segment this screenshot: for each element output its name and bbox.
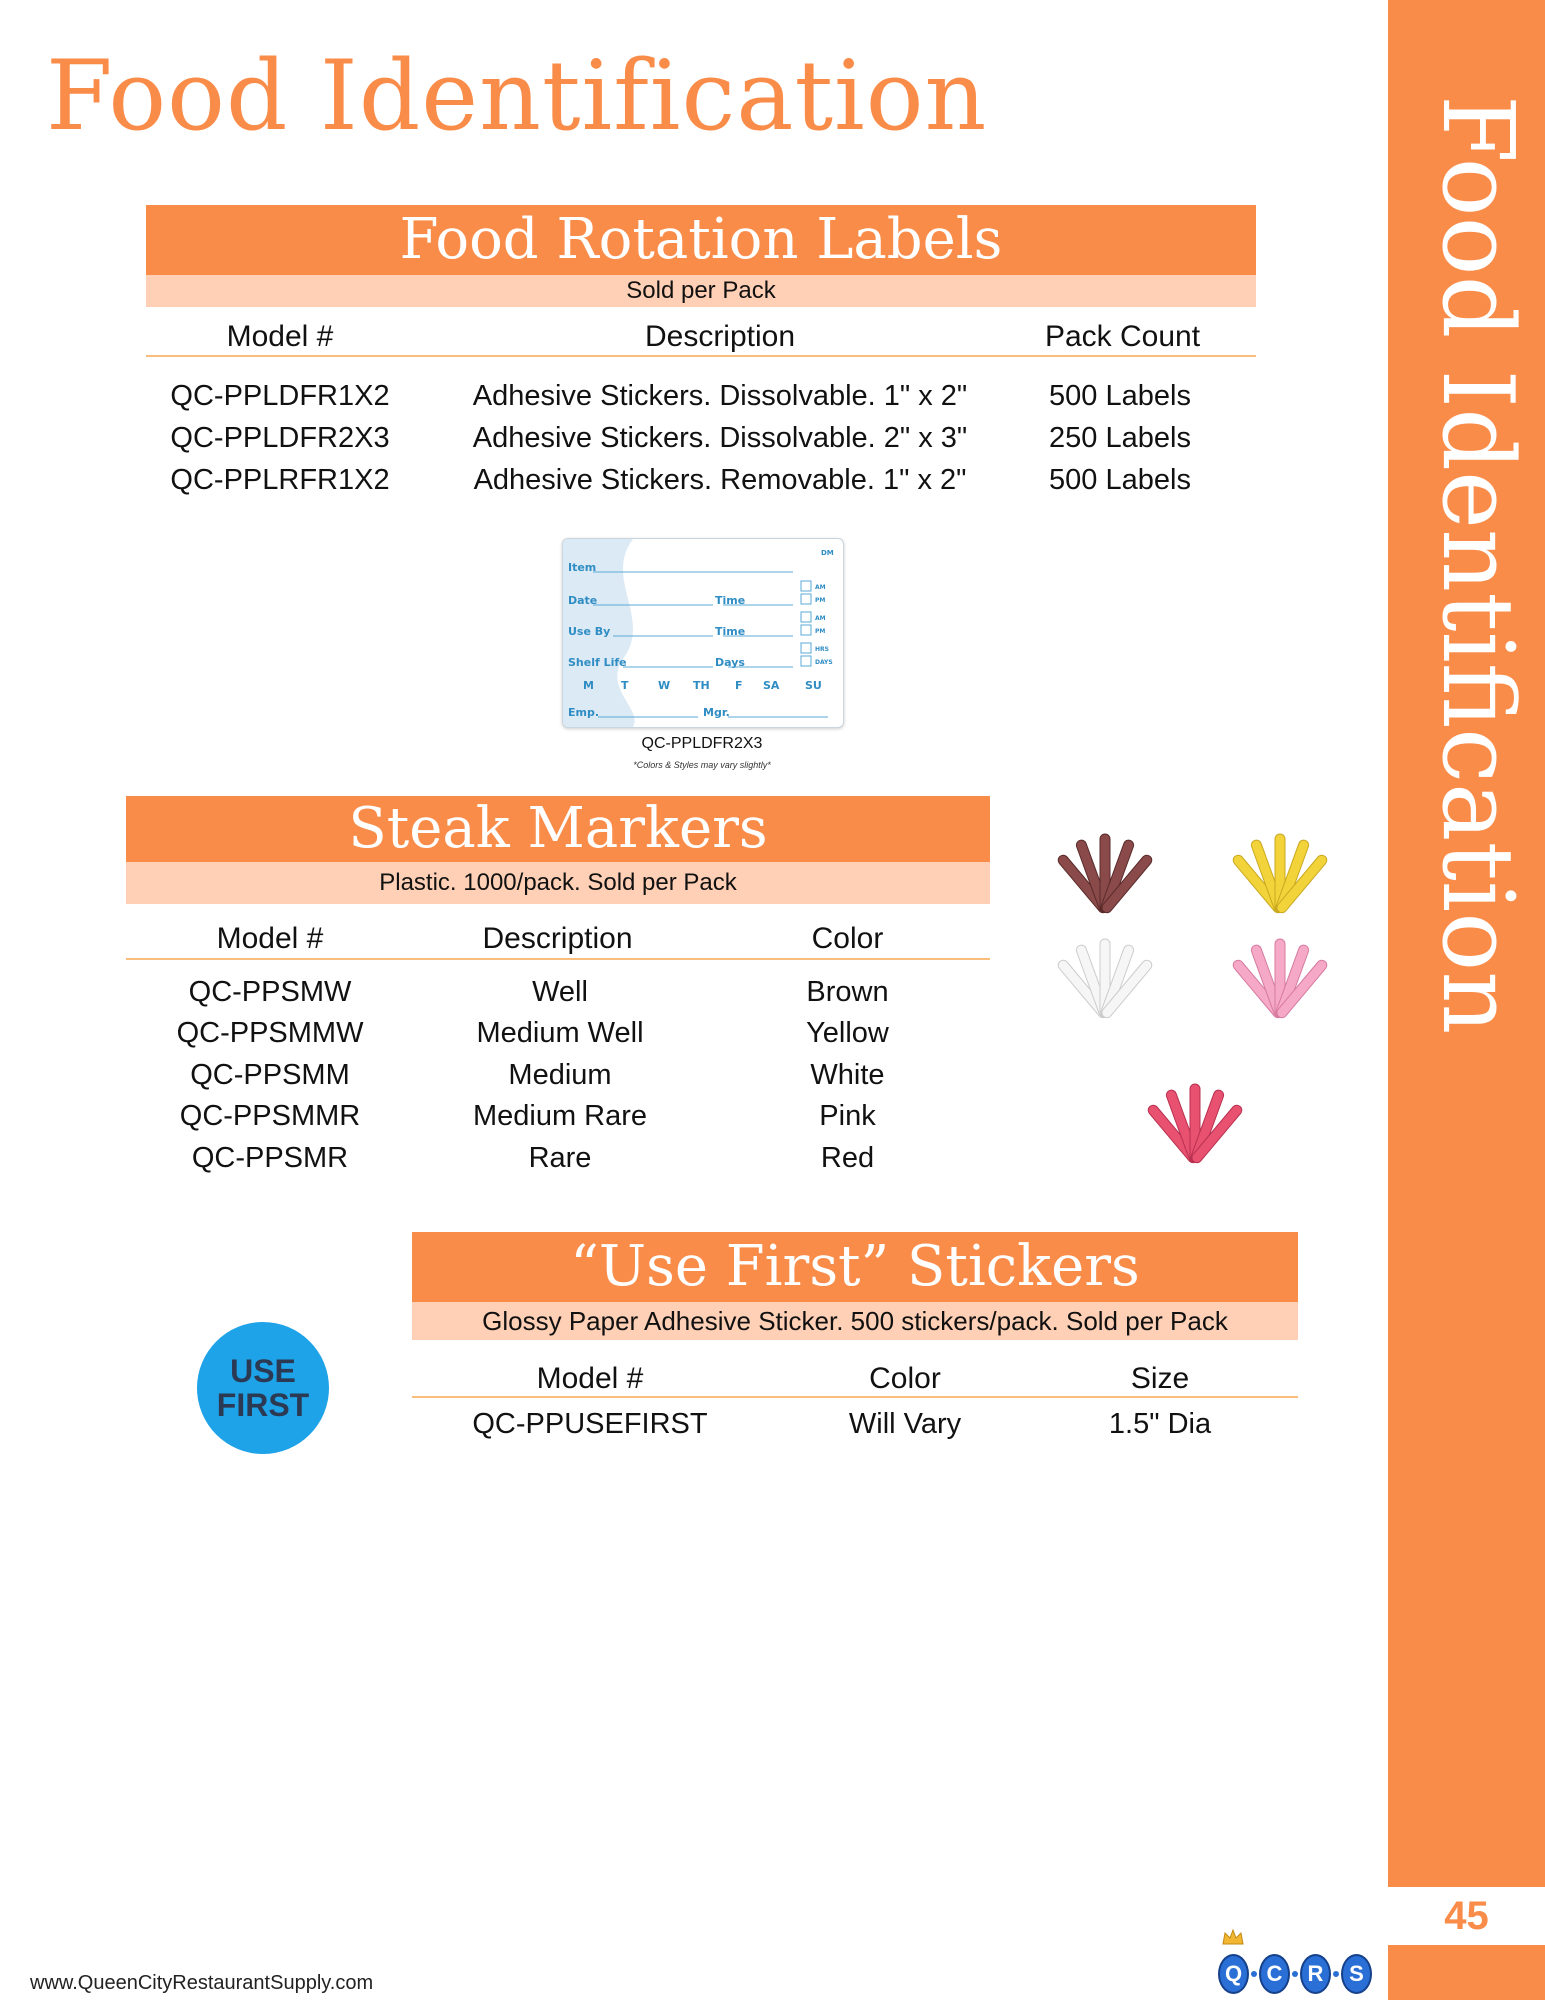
logo-letter: R bbox=[1300, 1954, 1331, 1994]
label-useby-text: Use By bbox=[568, 625, 611, 638]
side-title-text: Food Identification bbox=[1420, 95, 1534, 1035]
label-weekday: SA bbox=[763, 679, 780, 692]
logo-letter: S bbox=[1341, 1954, 1372, 1994]
label-emp-text: Emp. bbox=[568, 706, 600, 719]
steak-marker-pink bbox=[1231, 939, 1329, 1020]
label-date-text: Date bbox=[568, 594, 598, 607]
table-cell: QC-PPLRFR1X2 bbox=[170, 464, 390, 496]
steak-header-rule bbox=[126, 958, 990, 960]
label-pm-text: PM bbox=[815, 597, 826, 604]
rotation-header-description: Description bbox=[644, 320, 796, 353]
table-cell: Medium Rare bbox=[472, 1100, 648, 1132]
rotation-label-image bbox=[562, 538, 844, 728]
table-cell: 500 Labels bbox=[1049, 464, 1191, 496]
table-cell: QC-PPSMMW bbox=[176, 1017, 364, 1049]
table-cell: 1.5" Dia bbox=[1108, 1408, 1212, 1440]
table-cell: Yellow bbox=[806, 1017, 889, 1049]
label-shelflife-text: Shelf Life bbox=[568, 656, 627, 669]
table-cell: Brown bbox=[806, 976, 889, 1008]
steak-header-model: Model # bbox=[216, 922, 324, 955]
steak-markers-image bbox=[1030, 810, 1370, 1180]
logo-letter: C bbox=[1259, 1954, 1290, 1994]
usefirst-header-rule bbox=[412, 1396, 1298, 1398]
steak-header-description: Description bbox=[482, 922, 633, 955]
label-days-text: Days bbox=[715, 656, 745, 669]
usefirst-header-color: Color bbox=[869, 1362, 941, 1395]
bottom-bar bbox=[1388, 1945, 1545, 2000]
table-cell: Adhesive Stickers. Removable. 1" x 2" bbox=[473, 464, 967, 496]
steak-subtitle: Plastic. 1000/pack. Sold per Pack bbox=[126, 862, 990, 904]
label-weekday: TH bbox=[693, 679, 710, 692]
use-first-sticker-image bbox=[197, 1322, 329, 1454]
logo-dot bbox=[1251, 1971, 1257, 1977]
steak-marker-red bbox=[1146, 1084, 1244, 1165]
website-url[interactable]: www.QueenCityRestaurantSupply.com bbox=[30, 1972, 374, 1994]
steak-marker-white bbox=[1056, 939, 1154, 1020]
usefirst-header-model: Model # bbox=[536, 1362, 644, 1395]
usefirst-title-band bbox=[412, 1232, 1298, 1302]
rotation-title-band bbox=[146, 205, 1256, 275]
rotation-image-note: *Colors & Styles may vary slightly* bbox=[633, 760, 771, 770]
label-hrs-text: HRS bbox=[815, 646, 829, 653]
label-mgr-text: Mgr. bbox=[703, 706, 730, 719]
rotation-subtitle: Sold per Pack bbox=[146, 275, 1256, 307]
table-cell: QC-PPUSEFIRST bbox=[472, 1408, 708, 1440]
usefirst-subtitle: Glossy Paper Adhesive Sticker. 500 stickers/pack. Sold per Pack bbox=[412, 1302, 1298, 1340]
label-weekday: T bbox=[621, 679, 629, 692]
crown-icon bbox=[1222, 1928, 1244, 1946]
steak-marker-yellow bbox=[1231, 834, 1329, 915]
table-cell: Adhesive Stickers. Dissolvable. 1" x 2" bbox=[472, 380, 968, 412]
rotation-header-model: Model # bbox=[226, 320, 334, 353]
logo-dot bbox=[1333, 1971, 1339, 1977]
label-daysbox-text: DAYS bbox=[815, 659, 833, 666]
table-cell: QC-PPLDFR1X2 bbox=[170, 380, 390, 412]
table-cell: QC-PPSMMR bbox=[179, 1100, 361, 1132]
table-cell: White bbox=[810, 1059, 885, 1091]
rotation-header-pack-count: Pack Count bbox=[1044, 320, 1201, 353]
logo-letter: Q bbox=[1218, 1954, 1249, 1994]
label-pm-text: PM bbox=[815, 628, 826, 635]
table-cell: Well bbox=[532, 976, 588, 1008]
page-number: 45 bbox=[1444, 1894, 1489, 1938]
usefirst-title: “Use First” Stickers bbox=[570, 1234, 1140, 1299]
steak-marker-brown bbox=[1056, 834, 1154, 915]
rotation-header-rule bbox=[146, 355, 1256, 357]
table-cell: QC-PPLDFR2X3 bbox=[170, 422, 390, 454]
table-cell: Red bbox=[820, 1142, 875, 1174]
label-weekday: F bbox=[735, 679, 743, 692]
label-time-text: Time bbox=[715, 625, 746, 638]
label-corner-text: DM bbox=[821, 549, 834, 557]
label-weekday: SU bbox=[805, 679, 822, 692]
table-cell: Will Vary bbox=[848, 1408, 962, 1440]
logo-dot bbox=[1292, 1971, 1298, 1977]
label-time-text: Time bbox=[715, 594, 746, 607]
table-cell: Adhesive Stickers. Dissolvable. 2" x 3" bbox=[472, 422, 968, 454]
table-cell: QC-PPSMR bbox=[191, 1142, 349, 1174]
steak-title: Steak Markers bbox=[348, 796, 768, 861]
label-item-text: Item bbox=[568, 561, 597, 574]
use-first-line1: USE bbox=[230, 1353, 296, 1389]
label-wave-graphic bbox=[563, 539, 843, 727]
side-title bbox=[1386, 95, 1545, 1195]
table-cell: Pink bbox=[819, 1100, 876, 1132]
table-cell: 250 Labels bbox=[1049, 422, 1191, 454]
table-cell: Medium bbox=[508, 1059, 612, 1091]
rotation-image-caption: QC-PPLDFR2X3 bbox=[641, 735, 763, 752]
steak-header-color: Color bbox=[811, 922, 884, 955]
label-am-text: AM bbox=[815, 584, 826, 591]
usefirst-header-size: Size bbox=[1130, 1362, 1190, 1395]
label-am-text: AM bbox=[815, 615, 826, 622]
table-cell: Rare bbox=[528, 1142, 592, 1174]
page-title: Food Identification bbox=[46, 40, 988, 152]
table-cell: 500 Labels bbox=[1049, 380, 1191, 412]
table-cell: QC-PPSMW bbox=[188, 976, 352, 1008]
table-cell: QC-PPSMM bbox=[190, 1059, 350, 1091]
label-weekday: W bbox=[658, 679, 671, 692]
steak-title-band bbox=[126, 796, 990, 862]
table-cell: Medium Well bbox=[476, 1017, 644, 1049]
qcrs-logo bbox=[1218, 1950, 1372, 1998]
label-weekday: M bbox=[583, 679, 594, 692]
use-first-line2: FIRST bbox=[216, 1387, 310, 1423]
rotation-title: Food Rotation Labels bbox=[399, 207, 1003, 272]
